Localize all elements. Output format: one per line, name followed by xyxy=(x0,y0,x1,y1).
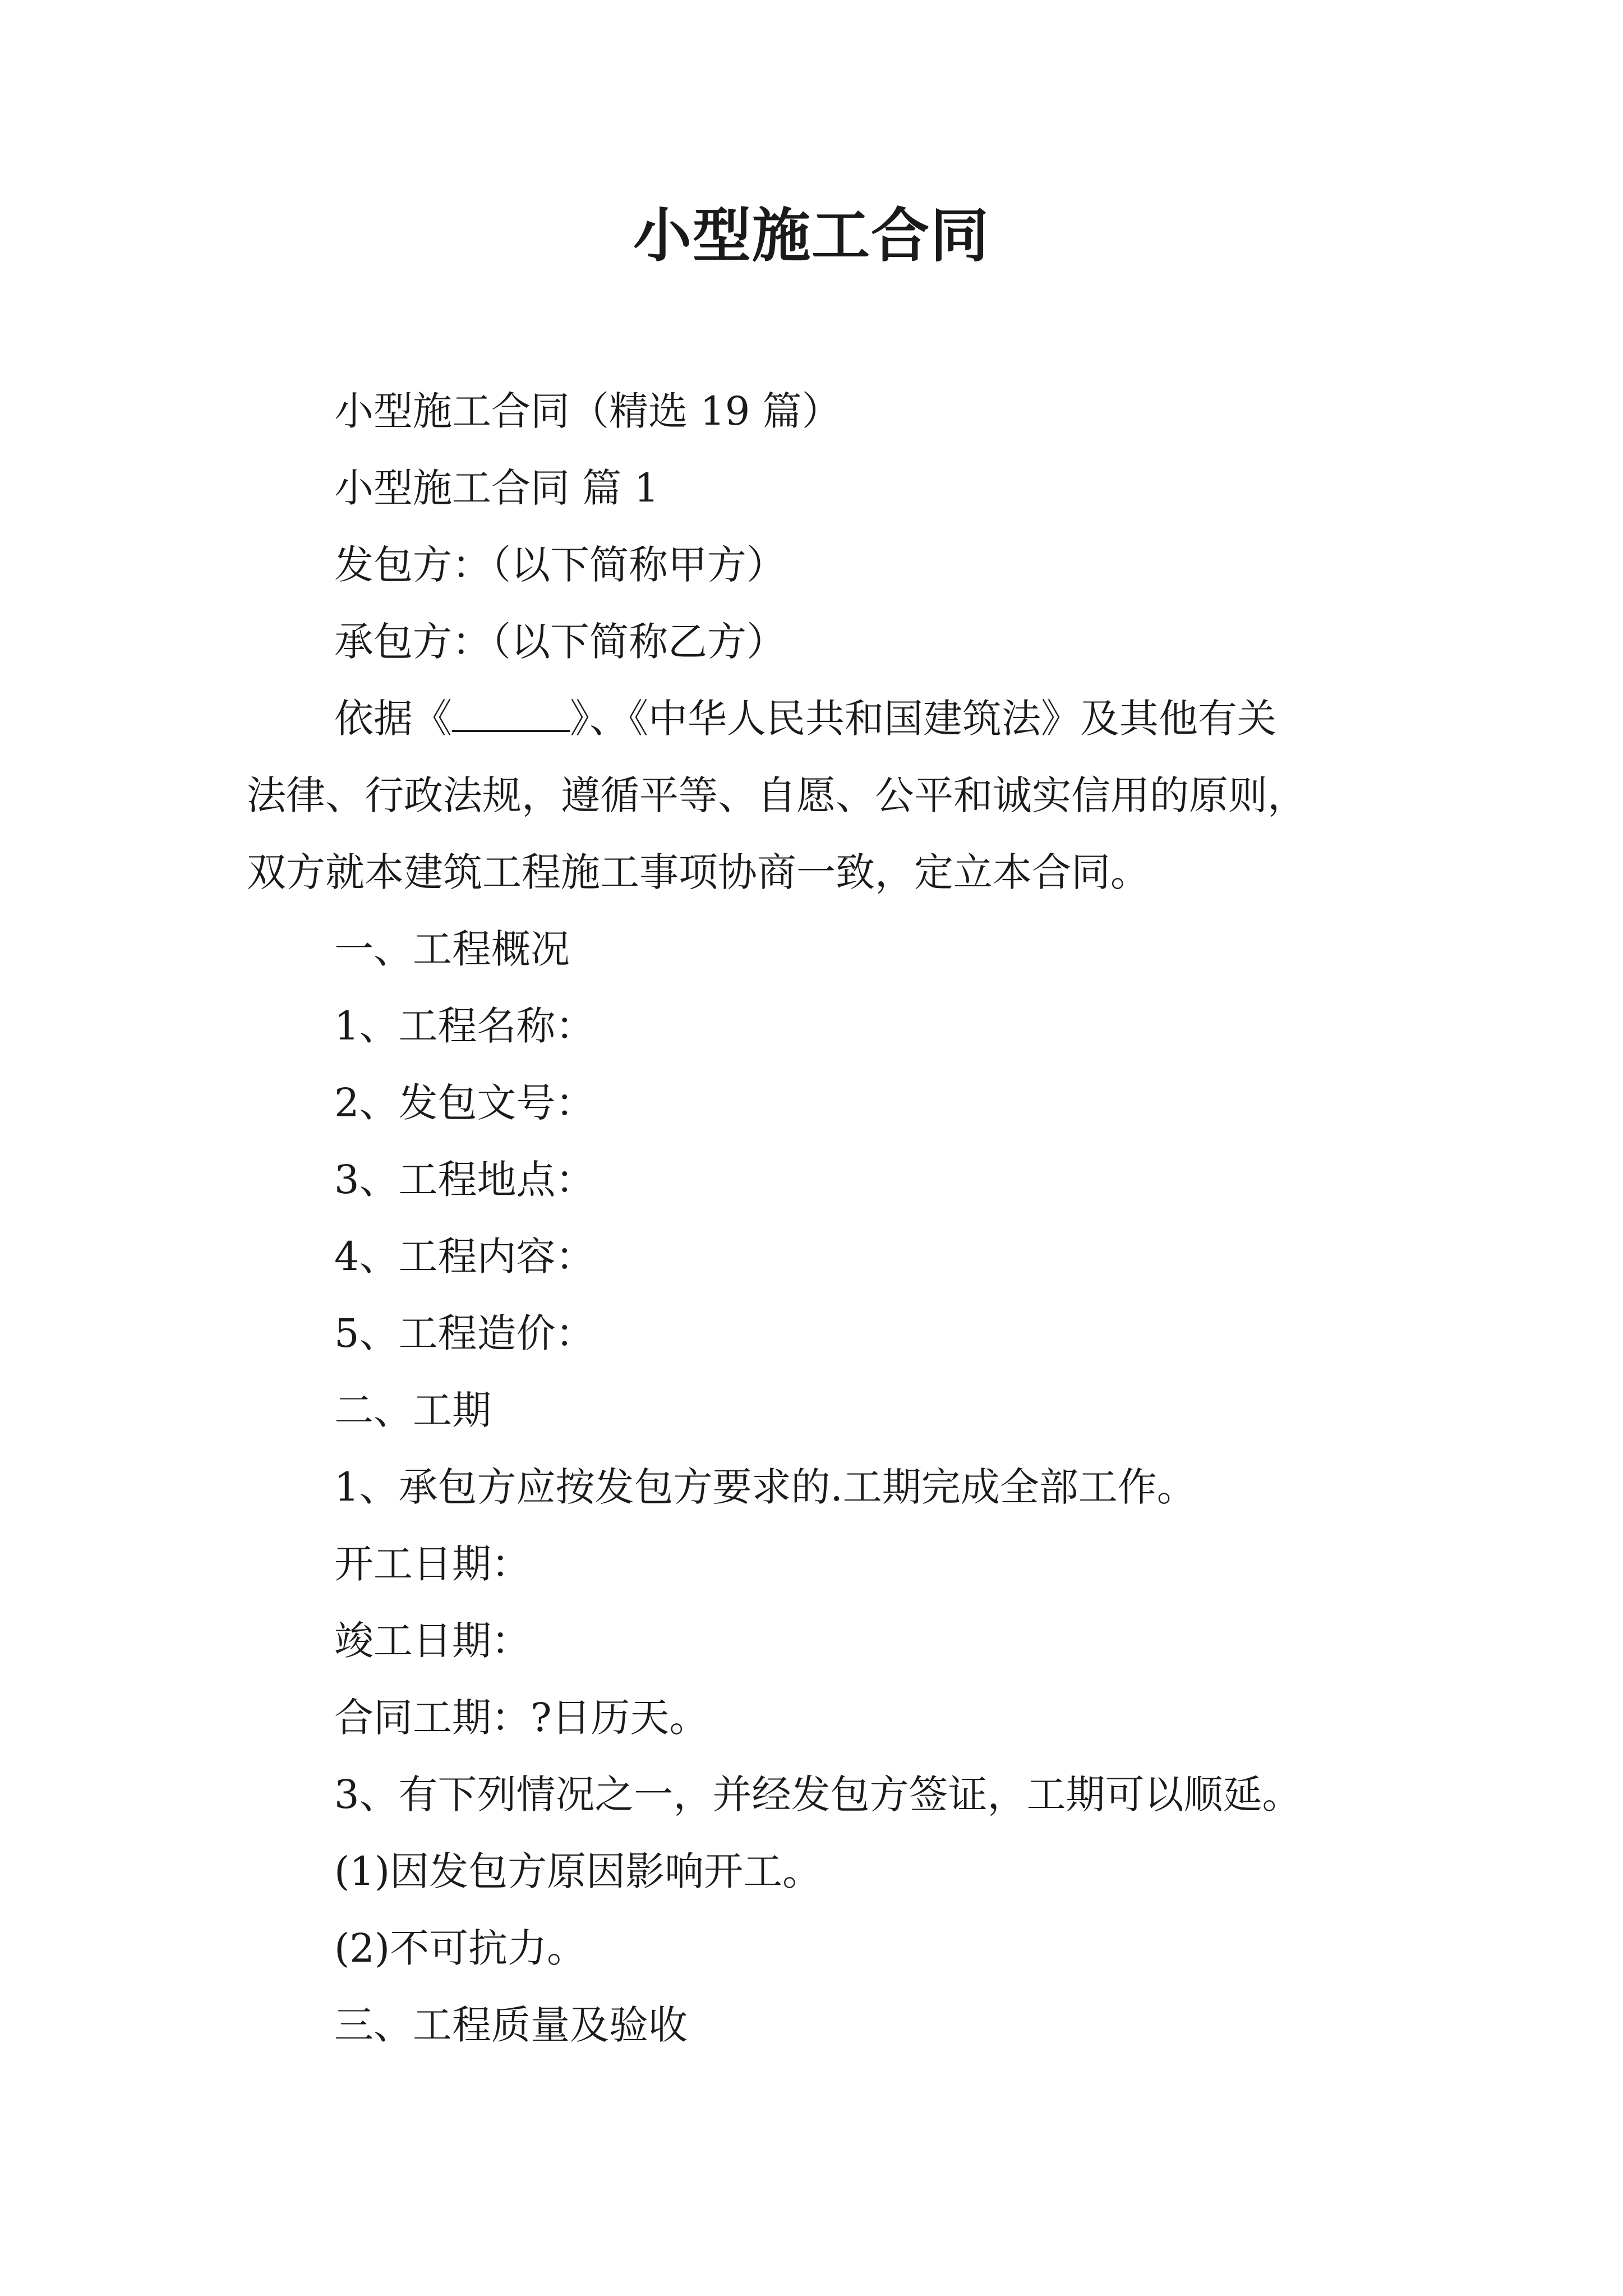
clause-line: 3、工程地点： xyxy=(334,1157,595,1203)
clause-line: (2)不可抗力。 xyxy=(334,1925,587,1971)
clause-line: 3、有下列情况之一，并经发包方签证，工期可以顺延。 xyxy=(334,1772,1302,1818)
clause-line: 竣工日期： xyxy=(334,1618,531,1664)
document-body xyxy=(247,373,1413,2064)
subtitle-line: 小型施工合同（精选 19 篇） xyxy=(334,388,841,434)
clause-line: (1)因发包方原因影响开工。 xyxy=(334,1848,822,1894)
basis-line-2: 法律、行政法规，遵循平等、自愿、公平和诚实信用的原则， xyxy=(247,772,1307,818)
clause-line: 4、工程内容： xyxy=(334,1234,595,1280)
party-a-line: 发包方：（以下简称甲方） xyxy=(334,542,786,588)
clause-line: 一、工程概况 xyxy=(334,926,570,972)
clause-line: 1、工程名称： xyxy=(334,1003,595,1049)
basis-suffix: 》、《中华人民共和国建筑法》及其他有关 xyxy=(570,696,1276,742)
party-b-line: 承包方：（以下简称乙方） xyxy=(334,619,786,665)
clause-line: 开工日期： xyxy=(334,1541,531,1587)
basis-line-1 xyxy=(247,680,1413,757)
clause-line: 1、承包方应按发包方要求的.工期完成全部工作。 xyxy=(334,1464,1196,1510)
clause-line: 三、工程质量及验收 xyxy=(334,2002,688,2048)
clause-line: 2、发包文号： xyxy=(334,1080,595,1126)
basis-prefix: 依据《 xyxy=(334,696,452,742)
blank-field xyxy=(452,696,570,732)
clause-line: 二、工期 xyxy=(334,1387,491,1433)
clause-line: 合同工期：?日历天。 xyxy=(334,1695,709,1741)
section-heading-line: 小型施工合同 篇 1 xyxy=(334,465,660,511)
document-title: 小型施工合同 xyxy=(633,201,990,270)
clause-line: 5、工程造价： xyxy=(334,1310,595,1356)
basis-line-3: 双方就本建筑工程施工事项协商一致，定立本合同。 xyxy=(247,849,1150,895)
